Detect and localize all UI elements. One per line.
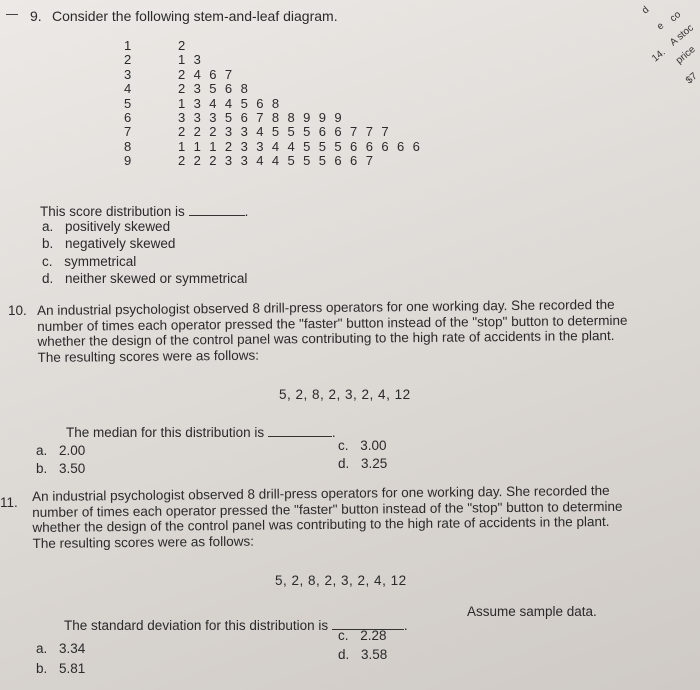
option-text: positively skewed [65, 219, 171, 234]
question-10-statement [66, 424, 336, 440]
option-text: negatively skewed [65, 236, 176, 251]
option-text: 3.00 [360, 438, 387, 453]
question-9-prompt: Consider the following stem-and-leaf diagram. [52, 8, 338, 24]
option-letter: a. [42, 219, 54, 234]
question-11-number: 11. [0, 495, 18, 510]
stem-value: 5 [124, 95, 132, 111]
option-text: 3.34 [59, 641, 86, 656]
question-10-option-d[interactable] [338, 456, 387, 471]
body-line: whether the design of the control panel was contributing to the high rate of accidents in the plant. [32, 513, 610, 535]
option-letter: c. [338, 628, 349, 643]
corner-fragment-top: co [668, 9, 684, 25]
answer-blank[interactable] [189, 203, 245, 216]
statement-end: . [244, 204, 249, 219]
question-11-scores: 5, 2, 8, 2, 3, 2, 4, 12 [275, 573, 407, 588]
question-11-option-a[interactable] [36, 641, 85, 656]
stem-value: 9 [124, 153, 132, 169]
question-9-option-d[interactable] [42, 271, 247, 286]
question-11-note: Assume sample data. [467, 604, 597, 619]
option-letter: d. [42, 271, 54, 286]
stem-value: 1 [124, 38, 132, 53]
corner-q14-number: 14. [650, 47, 668, 65]
leaf-row: 1 3 [178, 52, 204, 68]
body-line: The resulting scores were as follows: [37, 347, 259, 365]
option-text: 2.28 [360, 628, 387, 643]
body-line: number of times each operator pressed the "faster" button instead of the "stop" button to determine [32, 498, 623, 520]
question-11-option-b[interactable] [36, 661, 85, 676]
option-letter: a. [36, 641, 48, 656]
option-letter: b. [36, 461, 48, 476]
stem-value: 2 [124, 52, 132, 68]
question-10-option-b[interactable] [36, 461, 85, 476]
option-letter: c. [42, 254, 53, 269]
option-text: 3.25 [361, 456, 388, 471]
question-10-body [37, 297, 628, 365]
statement-text: The standard deviation for this distribution is [64, 618, 329, 633]
option-text: 3.58 [361, 647, 388, 662]
margin-tick [6, 14, 18, 15]
statement-text: This score distribution is [40, 204, 185, 219]
statement-end: . [403, 618, 408, 633]
option-text: 2.00 [59, 443, 86, 458]
leaf-row: 3 3 3 5 6 7 8 8 9 9 9 [178, 109, 345, 125]
option-letter: b. [36, 661, 48, 676]
stem-value: 6 [124, 109, 132, 125]
option-text: symmetrical [64, 254, 137, 269]
option-text: 5.81 [59, 661, 86, 676]
body-line: An industrial psychologist observed 8 drill-press operators for one working day. She recorded the [32, 482, 610, 504]
leaf-row: 2 2 2 3 3 4 4 5 5 5 6 6 7 [178, 153, 376, 169]
option-letter: d. [338, 647, 350, 662]
question-9-statement [40, 203, 248, 219]
question-11-option-c[interactable] [338, 628, 387, 643]
corner-q14-fragment-3: $7 [684, 70, 700, 87]
leaf-row: 2 [178, 38, 188, 53]
corner-letter-d: d [640, 4, 652, 17]
question-10-number: 10. [8, 303, 27, 318]
leaf-row: 1 1 1 2 3 3 4 4 5 5 5 6 6 6 6 6 [178, 138, 423, 154]
statement-end: . [331, 425, 336, 440]
stem-value: 7 [124, 124, 132, 140]
leaf-column [178, 39, 422, 169]
corner-q14-fragment-2: price [674, 44, 698, 67]
question-9-option-a[interactable] [42, 219, 170, 234]
option-letter: c. [338, 438, 349, 453]
option-text: neither skewed or symmetrical [65, 271, 248, 286]
body-line: whether the design of the control panel was contributing to the high rate of accidents in the plant. [37, 327, 615, 349]
corner-letter-e: e [655, 20, 667, 33]
question-11-body [32, 483, 623, 551]
leaf-row: 2 3 5 6 8 [178, 81, 251, 97]
body-line: An industrial psychologist observed 8 drill-press operators for one working day. She recorded the [37, 296, 615, 318]
corner-q14-fragment-1: A stoc [668, 22, 696, 49]
question-10-scores: 5, 2, 8, 2, 3, 2, 4, 12 [279, 387, 411, 402]
question-9-number: 9. [30, 8, 42, 24]
question-11-option-d[interactable] [338, 647, 387, 662]
question-9-option-c[interactable] [42, 254, 136, 269]
leaf-row: 1 3 4 4 5 6 8 [178, 95, 282, 111]
option-text: 3.50 [59, 461, 86, 476]
question-9-option-b[interactable] [42, 236, 175, 251]
option-letter: a. [36, 443, 48, 458]
stem-value: 8 [124, 138, 132, 154]
body-line: The resulting scores were as follows: [32, 533, 254, 551]
statement-text: The median for this distribution is [66, 425, 265, 440]
leaf-row: 2 2 2 3 3 4 5 5 5 6 6 7 7 7 [178, 124, 391, 140]
question-10-option-a[interactable] [36, 443, 85, 458]
stem-value: 3 [124, 66, 132, 82]
stem-value: 4 [124, 81, 132, 97]
option-letter: d. [338, 456, 350, 471]
stem-column [124, 39, 131, 169]
option-letter: b. [42, 236, 54, 251]
body-line: number of times each operator pressed the "faster" button instead of the "stop" button to determine [37, 312, 628, 334]
answer-blank[interactable] [268, 424, 332, 437]
question-10-option-c[interactable] [338, 438, 387, 453]
leaf-row: 2 4 6 7 [178, 66, 235, 82]
